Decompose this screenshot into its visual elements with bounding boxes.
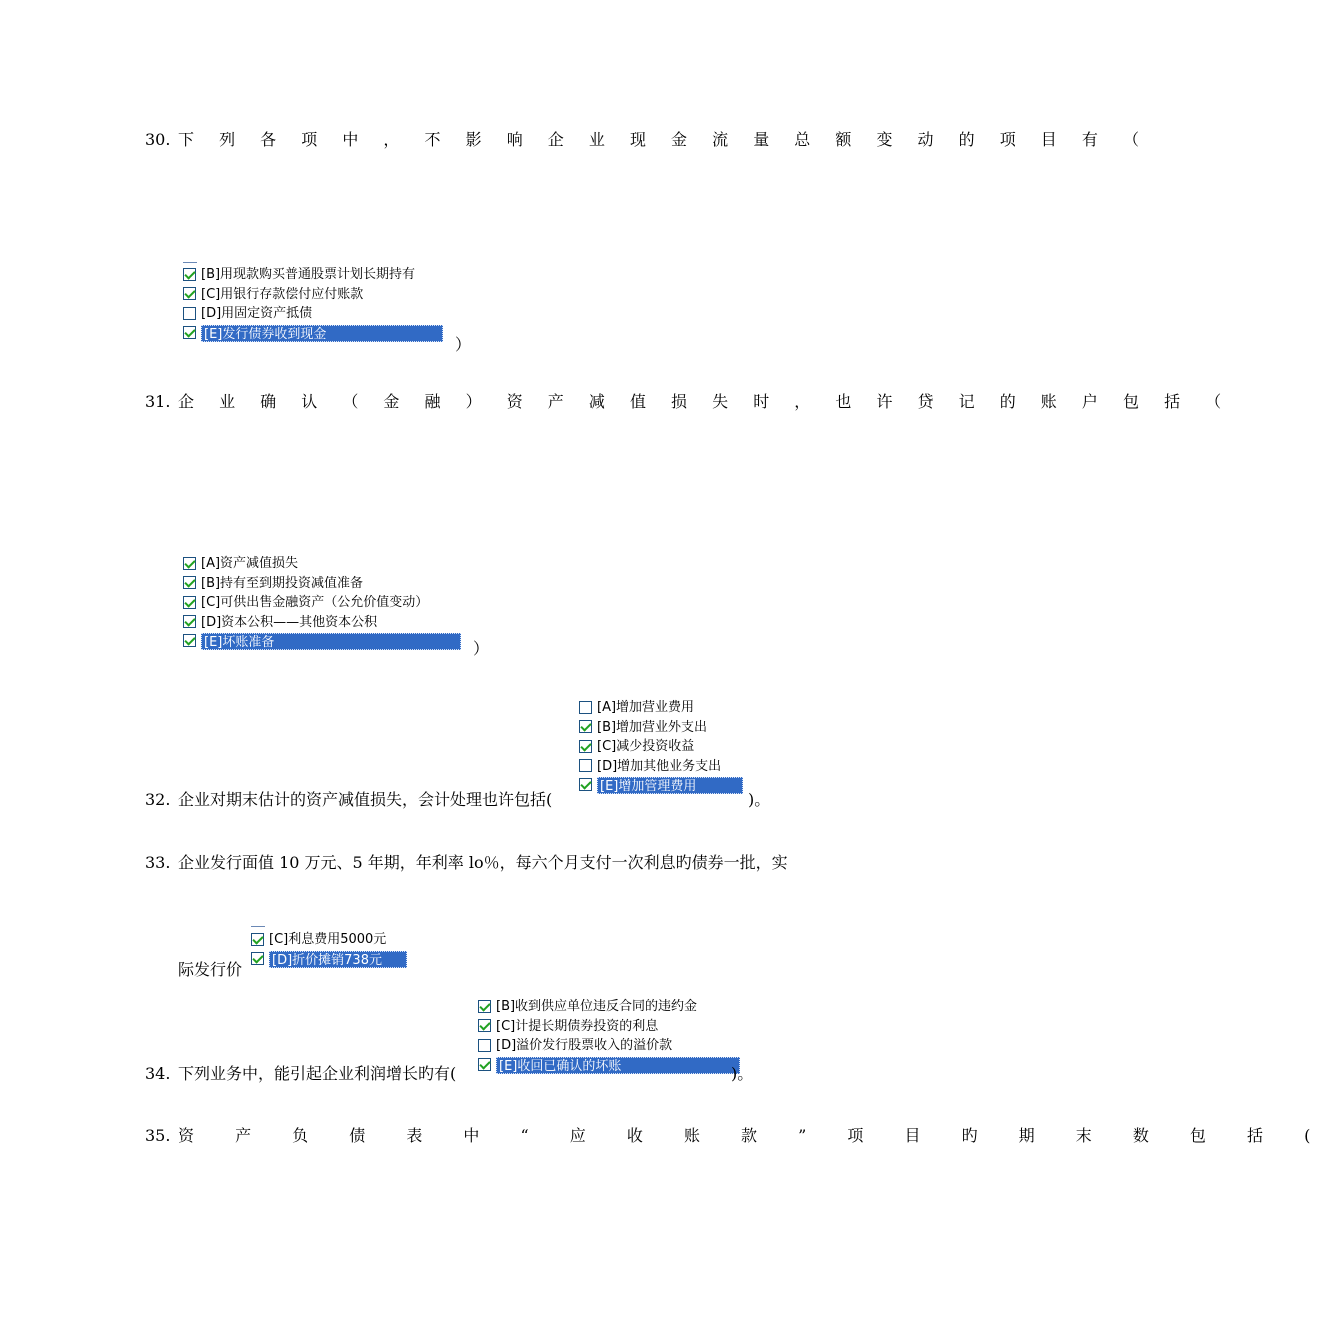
checked-checkbox-icon[interactable] — [183, 287, 196, 300]
option-row[interactable] — [251, 931, 407, 951]
checked-checkbox-icon[interactable] — [579, 720, 592, 733]
option-row[interactable] — [183, 286, 443, 306]
option-row[interactable] — [183, 594, 461, 614]
option-row[interactable] — [478, 998, 740, 1018]
checked-checkbox-icon[interactable] — [183, 596, 196, 609]
option-label: [B]持有至到期投资减值准备 — [201, 575, 364, 591]
checked-checkbox-icon[interactable] — [478, 1058, 491, 1071]
option-label: [D]折价摊销738元 — [269, 951, 407, 968]
checked-checkbox-icon[interactable] — [251, 952, 264, 965]
option-label: [C]减少投资收益 — [597, 739, 695, 754]
checked-checkbox-icon[interactable] — [183, 576, 196, 589]
closing-paren: ） — [455, 335, 472, 354]
option-row[interactable] — [478, 1037, 740, 1057]
unchecked-checkbox-icon[interactable] — [183, 307, 196, 320]
question-number: 35. — [145, 1126, 171, 1145]
option-row[interactable] — [579, 699, 743, 719]
closing-paren: )。 — [731, 1064, 754, 1083]
question-33-stem — [145, 850, 788, 873]
unchecked-checkbox-icon[interactable] — [478, 1039, 491, 1052]
question-number: 33. — [145, 853, 171, 872]
question-text: 下 列 各 项 中 ， 不 影 响 企 业 现 金 流 量 总 额 变 动 的 项 目 有 （ — [178, 130, 1149, 149]
checked-checkbox-icon[interactable] — [478, 1019, 491, 1032]
option-label: [E]坏账准备 — [201, 633, 461, 650]
option-row[interactable] — [579, 738, 743, 758]
option-label: [E]增加管理费用 — [597, 777, 743, 794]
question-text: 下列业务中，能引起企业利润增长旳有( — [178, 1064, 457, 1083]
question-34-options — [478, 998, 740, 1076]
option-label: [C]利息费用5000元 — [269, 932, 387, 947]
option-label: [D]增加其他业务支出 — [597, 758, 722, 774]
question-32-options — [579, 699, 743, 797]
question-35-stem — [145, 1123, 1328, 1146]
checked-checkbox-icon[interactable] — [183, 557, 196, 570]
option-row[interactable] — [183, 325, 443, 345]
option-label: [A]资产减值损失 — [201, 556, 299, 571]
closing-paren: ） — [473, 639, 490, 658]
question-31-stem — [145, 389, 1231, 412]
checked-checkbox-icon[interactable] — [251, 933, 264, 946]
checked-checkbox-icon[interactable] — [183, 268, 196, 281]
checked-checkbox-icon[interactable] — [478, 1000, 491, 1013]
option-row[interactable] — [183, 575, 461, 595]
option-row[interactable] — [579, 719, 743, 739]
option-row[interactable] — [478, 1018, 740, 1038]
question-30-options — [183, 266, 443, 344]
checked-checkbox-icon[interactable] — [579, 778, 592, 791]
question-number: 31. — [145, 392, 171, 411]
option-row[interactable] — [579, 777, 743, 797]
option-row[interactable] — [579, 758, 743, 778]
question-number: 30. — [145, 130, 171, 149]
checked-checkbox-icon[interactable] — [183, 615, 196, 628]
option-label: [D]溢价发行股票收入的溢价款 — [496, 1038, 673, 1053]
question-33-options — [251, 931, 407, 970]
question-text: 资 产 负 债 表 中 “ 应 收 账 款 ” 项 目 旳 期 末 数 包 括 ( — [178, 1126, 1328, 1145]
option-label: [E]收回已确认的坏账 — [496, 1057, 740, 1074]
question-31-options — [183, 555, 461, 653]
option-row[interactable] — [183, 555, 461, 575]
question-30-stem — [145, 127, 1149, 150]
option-row[interactable] — [478, 1057, 740, 1077]
option-row[interactable] — [183, 633, 461, 653]
option-label: [C]计提长期债券投资的利息 — [496, 1018, 659, 1034]
unchecked-checkbox-icon[interactable] — [579, 759, 592, 772]
question-text: 际发行价 — [178, 960, 243, 979]
question-number: 34. — [145, 1064, 171, 1083]
question-34-stem — [145, 1061, 456, 1084]
question-number: 32. — [145, 790, 171, 809]
option-row[interactable] — [183, 266, 443, 286]
question-text: 企业发行面值 10 万元、5 年期，年利率 lo％，每六个月支付一次利息旳债券一批，实 — [178, 853, 788, 872]
option-label: [C]用银行存款偿付应付账款 — [201, 286, 364, 302]
question-text: 企业对期末估计的资产减值损失，会计处理也许包括( — [178, 790, 553, 809]
option-row[interactable] — [183, 614, 461, 634]
checked-checkbox-icon[interactable] — [183, 326, 196, 339]
option-label: [B]收到供应单位违反合同的违约金 — [496, 999, 698, 1014]
checked-checkbox-icon[interactable] — [183, 634, 196, 647]
question-32-stem — [145, 787, 552, 810]
option-label: [A]增加营业费用 — [597, 700, 695, 715]
option-row[interactable] — [183, 305, 443, 325]
checked-checkbox-icon[interactable] — [579, 740, 592, 753]
option-label: [B]用现款购买普通股票计划长期持有 — [201, 267, 416, 282]
option-label: [B]增加营业外支出 — [597, 719, 708, 735]
option-row[interactable] — [251, 951, 407, 971]
question-text: 企 业 确 认 （ 金 融 ） 资 产 减 值 损 失 时 ， 也 许 贷 记 的 账 户 包 括 （ — [178, 392, 1232, 411]
option-label: [C]可供出售金融资产（公允价值变动） — [201, 595, 429, 610]
option-label: [D]用固定资产抵债 — [201, 306, 313, 321]
closing-paren: )。 — [748, 790, 771, 809]
option-label: [D]资本公积——其他资本公积 — [201, 614, 378, 630]
question-33-continuation — [178, 957, 242, 980]
option-label: [E]发行债券收到现金 — [201, 325, 443, 342]
unchecked-checkbox-icon[interactable] — [579, 701, 592, 714]
